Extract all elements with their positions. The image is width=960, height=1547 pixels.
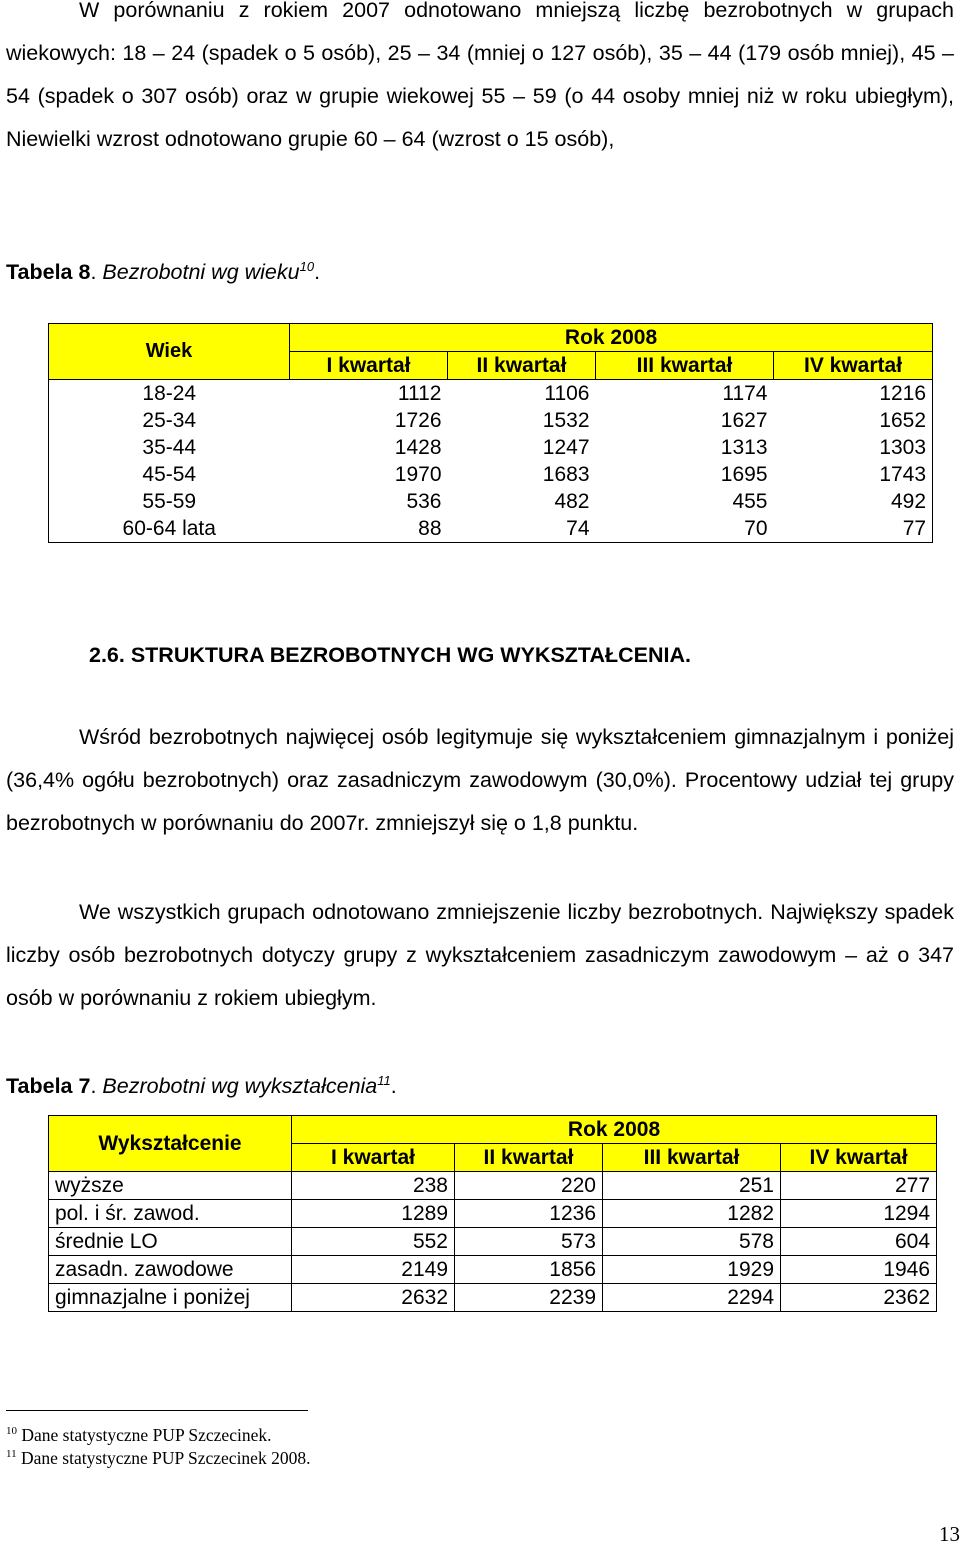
education-paragraph-1: Wśród bezrobotnych najwięcej osób legitymuje się wykształceniem gimnazjalnym i poniżej (36,4% ogółu bezrobotnych) oraz zasadniczym zawodowym (30,0%). Procentowy udział tej grupy bezrobotnych w porównaniu do 2007r. zmniejszył się o 1,8 punktu.	[6, 725, 954, 835]
education-table-row-header: Wykształcenie	[49, 1116, 292, 1172]
table7-caption	[6, 1073, 397, 1099]
table-cell: 74	[566, 517, 590, 540]
table-cell: 2239	[455, 1284, 603, 1312]
table8-caption-title: Bezrobotni wg wieku	[102, 260, 300, 285]
table-cell: 455	[732, 490, 768, 513]
table-cell: 604	[781, 1228, 937, 1256]
table-cell: 578	[603, 1228, 781, 1256]
table-cell: 77	[902, 517, 927, 540]
table-cell: 1970	[394, 463, 442, 486]
row-label: 55-59	[142, 490, 197, 513]
table-cell: 1216	[879, 382, 927, 405]
table-cell: 1428	[394, 436, 442, 459]
table7-caption-title: Bezrobotni wg wykształcenia	[102, 1074, 378, 1099]
age-table-quarter-header: III kwartał	[596, 352, 774, 380]
education-table-quarter-header: I kwartał	[292, 1144, 455, 1172]
footnote-text: Dane statystyczne PUP Szczecinek.	[21, 1425, 272, 1445]
footnote-10	[6, 1425, 271, 1446]
age-table-row	[49, 434, 933, 461]
education-table	[48, 1115, 937, 1312]
row-label: 60-64 lata	[122, 517, 216, 540]
table-cell: 1174	[722, 382, 768, 405]
row-label: gimnazjalne i poniżej	[49, 1284, 292, 1312]
table-cell: 1856	[455, 1256, 603, 1284]
table7-footnote-ref: 11	[377, 1073, 391, 1088]
education-table-row	[49, 1256, 937, 1284]
age-table-row	[49, 515, 933, 543]
table-cell: 1303	[879, 436, 927, 459]
table-cell: 251	[603, 1172, 781, 1200]
table-cell: 2149	[292, 1256, 455, 1284]
page-number: 13	[939, 1522, 960, 1546]
education-table-row	[49, 1284, 937, 1312]
table7-caption-label: Tabela 7	[6, 1074, 91, 1099]
education-table-quarter-header: II kwartał	[455, 1144, 603, 1172]
age-table-quarter-header: IV kwartał	[774, 352, 933, 380]
row-label: 18-24	[142, 382, 197, 405]
table-cell: 552	[292, 1228, 455, 1256]
age-table-row	[49, 407, 933, 434]
table-cell: 1743	[879, 463, 927, 486]
row-label: 25-34	[142, 409, 197, 432]
age-table-row	[49, 380, 933, 408]
education-paragraph-2: We wszystkich grupach odnotowano zmniejszenie liczby bezrobotnych. Największy spadek liczby osób bezrobotnych dotyczy grupy z wykształceniem zasadniczym zawodowym – aż o 347 osób w porównaniu z rokiem ubiegłym.	[6, 900, 954, 1010]
table8-footnote-ref: 10	[299, 259, 315, 274]
footnote-separator	[6, 1410, 308, 1411]
age-table-row-header: Wiek	[49, 324, 290, 380]
age-table-row	[49, 461, 933, 488]
table8-caption-sep: .	[90, 260, 103, 285]
table-cell: 536	[406, 490, 442, 513]
education-table-row	[49, 1172, 937, 1200]
row-label: zasadn. zawodowe	[49, 1256, 292, 1284]
table-cell: 238	[292, 1172, 455, 1200]
table-cell: 1929	[603, 1256, 781, 1284]
row-label: pol. i śr. zawod.	[49, 1200, 292, 1228]
education-table-year-header: Rok 2008	[292, 1116, 937, 1144]
table-cell: 1106	[544, 382, 590, 405]
table-cell: 277	[781, 1172, 937, 1200]
table-cell: 1294	[781, 1200, 937, 1228]
table7-caption-end: .	[390, 1074, 397, 1099]
row-label: 45-54	[142, 463, 197, 486]
table-cell: 220	[455, 1172, 603, 1200]
table7-caption-sep: .	[90, 1074, 103, 1099]
table-cell: 88	[418, 517, 442, 540]
table-cell: 482	[554, 490, 590, 513]
table-cell: 1247	[542, 436, 590, 459]
age-table-quarter-header: I kwartał	[290, 352, 448, 380]
table-cell: 1652	[879, 409, 927, 432]
table-cell: 1726	[394, 409, 442, 432]
age-table	[48, 323, 933, 543]
footnote-number: 11	[6, 1448, 17, 1461]
footnote-number: 10	[6, 1425, 17, 1438]
table8-caption-label: Tabela 8	[6, 260, 91, 285]
row-label: wyższe	[49, 1172, 292, 1200]
table-cell: 1313	[720, 436, 768, 459]
table-cell: 1236	[455, 1200, 603, 1228]
table-cell: 70	[744, 517, 768, 540]
row-label: średnie LO	[49, 1228, 292, 1256]
table-cell: 2362	[781, 1284, 937, 1312]
intro-paragraph: W porównaniu z rokiem 2007 odnotowano mniejszą liczbę bezrobotnych w grupach wiekowych: 18 – 24 (spadek o 5 osób), 25 – 34 (mniej o 127 osób), 35 – 44 (179 osób mniej), 45 – 54 (spadek o 307 osób) oraz w grupie wiekowej 55 – 59 (o 44 osoby mniej niż w roku ubiegłym), Niewielki wzrost odnotowano grupie 60 – 64 (wzrost o 15 osób),	[6, 0, 954, 151]
education-table-quarter-header: IV kwartał	[781, 1144, 937, 1172]
table-cell: 1282	[603, 1200, 781, 1228]
table-cell: 1683	[542, 463, 590, 486]
table8-caption	[6, 259, 320, 285]
table-cell: 1627	[720, 409, 768, 432]
table-cell: 2632	[292, 1284, 455, 1312]
footnote-11	[6, 1448, 310, 1469]
education-table-row	[49, 1228, 937, 1256]
table-cell: 1695	[720, 463, 768, 486]
table-cell: 1532	[542, 409, 590, 432]
table-cell: 573	[455, 1228, 603, 1256]
education-table-quarter-header: III kwartał	[603, 1144, 781, 1172]
table-cell: 1946	[781, 1256, 937, 1284]
table8-caption-end: .	[314, 260, 321, 285]
education-table-row	[49, 1200, 937, 1228]
section-heading: 2.6. STRUKTURA BEZROBOTNYCH WG WYKSZTAŁCENIA.	[89, 643, 691, 667]
table-cell: 1289	[292, 1200, 455, 1228]
table-cell: 492	[891, 490, 927, 513]
footnote-text: Dane statystyczne PUP Szczecinek 2008.	[20, 1448, 311, 1468]
row-label: 35-44	[142, 436, 197, 459]
age-table-year-header: Rok 2008	[290, 324, 933, 352]
age-table-quarter-header: II kwartał	[448, 352, 596, 380]
age-table-row	[49, 488, 933, 515]
table-cell: 1112	[397, 382, 442, 405]
table-cell: 2294	[603, 1284, 781, 1312]
